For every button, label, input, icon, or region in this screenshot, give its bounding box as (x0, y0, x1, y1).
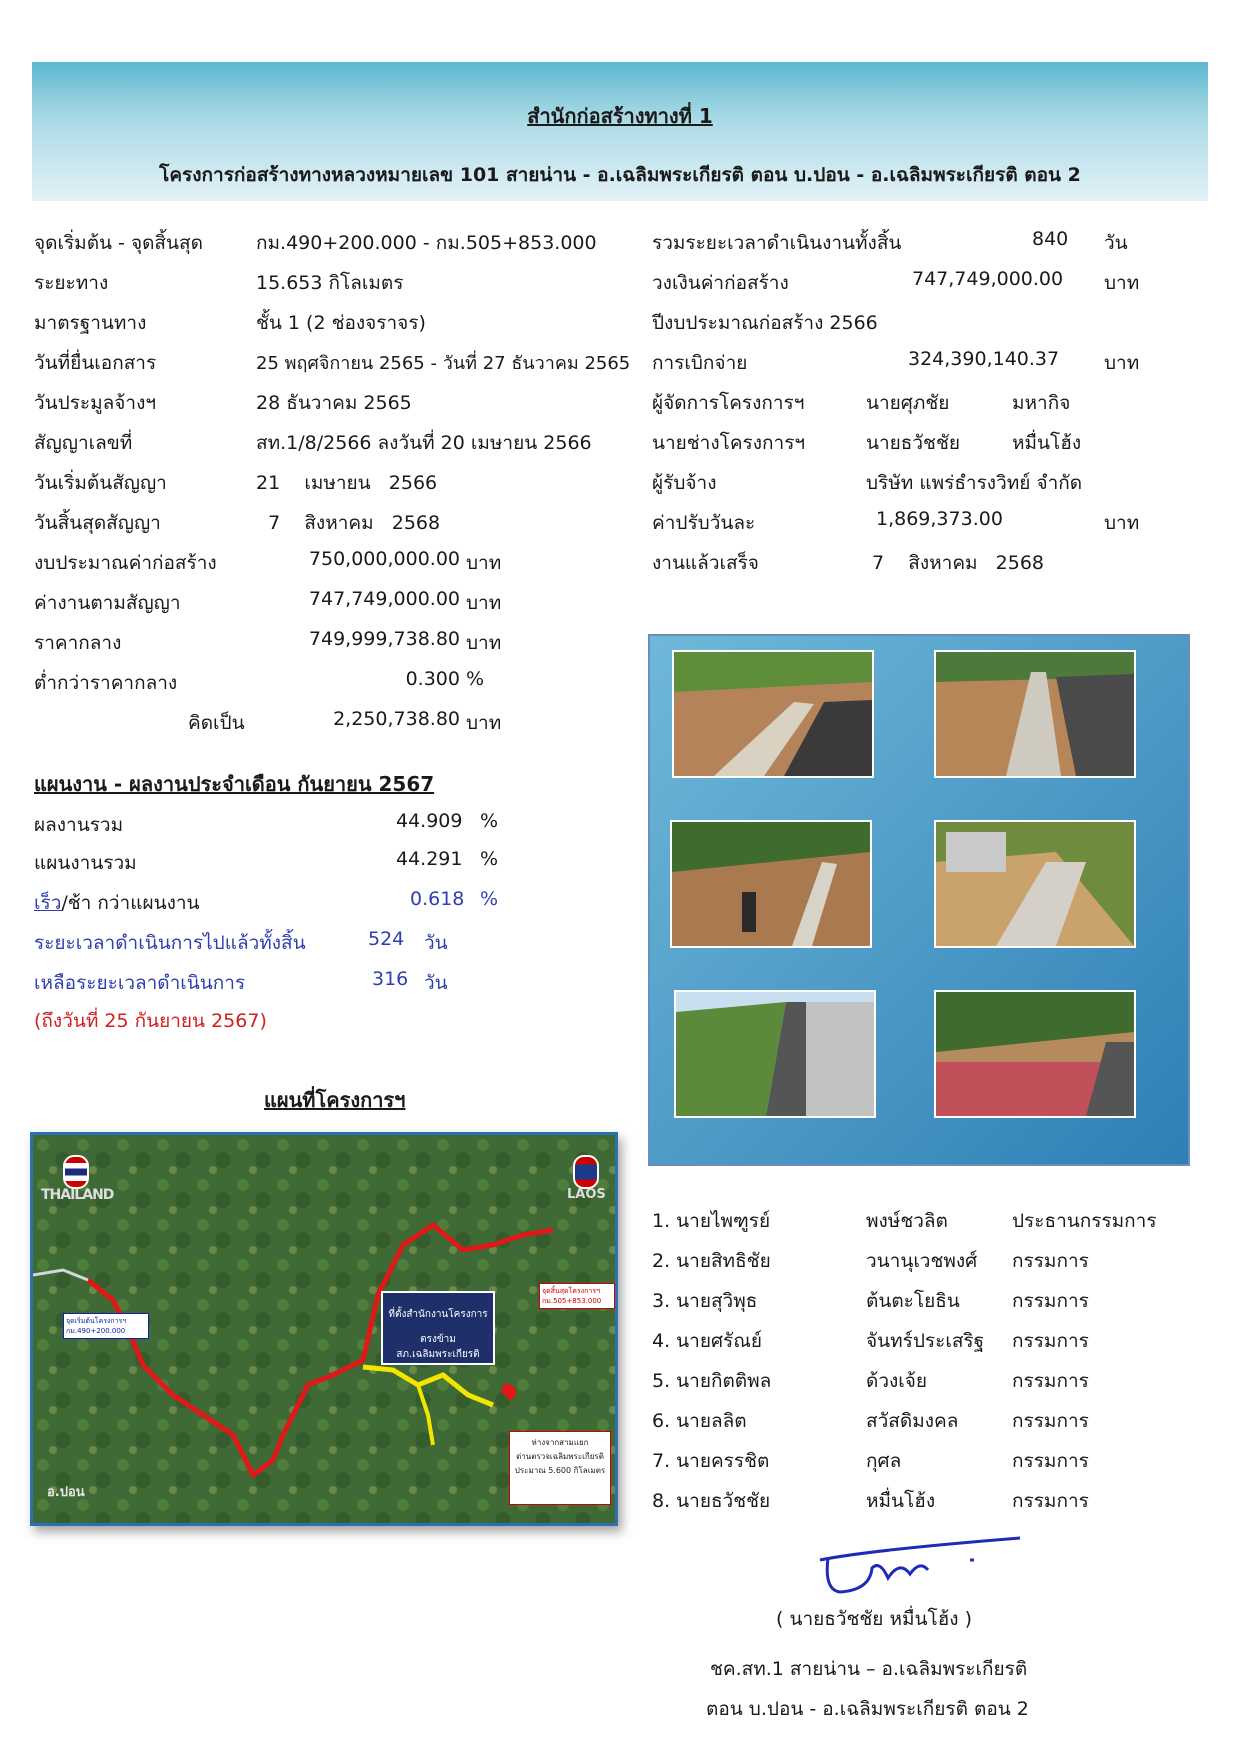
member-role: กรรมการ (1012, 1450, 1089, 1472)
member-surname: หมื่นโฮ้ง (866, 1490, 936, 1512)
info-unit: หมื่นโฮ้ง (1012, 432, 1082, 454)
signer-title-line2: ตอน บ.ปอน - อ.เฉลิมพระเกียรติ ตอน 2 (706, 1698, 1029, 1720)
money-unit: บาท (466, 592, 502, 614)
info-value: สท.1/8/2566 ลงวันที่ 20 เมษายน 2566 (256, 432, 592, 454)
info-value: 25 พฤศจิกายน 2565 - วันที่ 27 ธันวาคม 2565 (256, 353, 631, 374)
info-label: งานแล้วเสร็จ (652, 552, 759, 574)
member-role: กรรมการ (1012, 1250, 1089, 1272)
info-unit: วัน (1104, 232, 1128, 254)
info-label: ผู้จัดการโครงการฯ (652, 392, 805, 414)
construction-photo (934, 820, 1136, 948)
office-location-box (381, 1291, 495, 1365)
money-unit: % (466, 668, 485, 690)
start-point-box: จุดเริ่มต้นโครงการฯ กม.490+200.000 (63, 1313, 149, 1339)
member-name: 4. นายศรัณย์ (652, 1330, 762, 1352)
info-value: บริษัท แพร่ธำรงวิทย์ จำกัด (866, 472, 1083, 494)
money-value: 749,999,738.80 (308, 628, 460, 650)
note-line2: ด่านตรวจเฉลิมพระเกียรติ (516, 1452, 604, 1461)
actual-label: ผลงานรวม (34, 814, 124, 836)
member-name: 2. นายสิทธิชัย (652, 1250, 771, 1272)
remain-value: 316 (372, 968, 409, 990)
member-surname: พงษ์ชวลิต (866, 1210, 948, 1232)
info-value: 28 ธันวาคม 2565 (256, 392, 412, 414)
info-unit: บาท (1104, 352, 1140, 374)
info-value: นายศุภชัย (866, 392, 950, 414)
fast-label: เร็ว (34, 892, 62, 914)
info-value: 840 (1032, 228, 1069, 250)
member-surname: สวัสดิมงคล (866, 1410, 959, 1432)
project-map (30, 1132, 618, 1526)
progress-title: แผนงาน - ผลงานประจำเดือน กันยายน 2567 (34, 772, 435, 796)
diff-unit: % (480, 888, 499, 910)
project-title: โครงการก่อสร้างทางหลวงหมายเลข 101 สายน่าน - อ.เฉลิมพระเกียรติ ตอน บ.ปอน - อ.เฉลิมพระเกียรติ ตอน 2 (159, 164, 1081, 186)
money-label: งบประมาณค่าก่อสร้าง (34, 552, 217, 574)
info-label: ระยะทาง (34, 272, 109, 294)
info-label: จุดเริ่มต้น - จุดสิ้นสุด (34, 232, 203, 254)
construction-photo (934, 990, 1136, 1118)
money-label: ค่างานตามสัญญา (34, 592, 181, 614)
info-unit: มหากิจ (1012, 392, 1071, 414)
info-value: 15.653 กิโลเมตร (256, 272, 404, 294)
town-label: อ.ปอน (47, 1485, 85, 1500)
info-label: วันเริ่มต้นสัญญา (34, 472, 167, 494)
money-value: 0.300 (405, 668, 460, 690)
member-role: กรรมการ (1012, 1290, 1089, 1312)
signer-title-line1: ชค.สท.1 สายน่าน – อ.เฉลิมพระเกียรติ (710, 1658, 1028, 1680)
info-value: นายธวัชชัย (866, 432, 960, 454)
money-label: คิดเป็น (188, 712, 245, 734)
member-role: กรรมการ (1012, 1490, 1089, 1512)
note-line1: ห่างจากสามแยก (531, 1438, 589, 1447)
info-label: ปีงบประมาณก่อสร้าง 2566 (652, 312, 878, 334)
member-name: 8. นายธวัชชัย (652, 1490, 771, 1512)
diff-value: 0.618 (410, 888, 465, 910)
info-label: วงเงินค่าก่อสร้าง (652, 272, 789, 294)
elapsed-unit: วัน (424, 932, 448, 954)
laos-flag-icon (573, 1155, 599, 1189)
member-surname: จันทร์ประเสริฐ (866, 1330, 985, 1352)
member-surname: กุศล (866, 1450, 902, 1472)
money-unit: บาท (466, 552, 502, 574)
member-role: กรรมการ (1012, 1330, 1089, 1352)
info-value: 7 สิงหาคม 2568 (256, 512, 441, 534)
actual-unit: % (480, 810, 499, 832)
info-label: วันที่ยื่นเอกสาร (34, 352, 157, 374)
office-line2: ตรงข้าม สภ.เฉลิมพระเกียรติ (396, 1334, 480, 1360)
elapsed-value: 524 (368, 928, 405, 950)
member-role: กรรมการ (1012, 1370, 1089, 1392)
plan-label: แผนงานรวม (34, 852, 137, 874)
money-value: 750,000,000.00 (308, 548, 460, 570)
member-name: 1. นายไพฑูรย์ (652, 1210, 771, 1232)
info-label: ค่าปรับวันละ (652, 512, 756, 534)
construction-photo (934, 650, 1136, 778)
signer-name: ( นายธวัชชัย หมื่นโฮ้ง ) (776, 1608, 973, 1630)
money-label: ต่ำกว่าราคากลาง (34, 672, 178, 694)
money-unit: บาท (466, 712, 502, 734)
info-value: กม.490+200.000 - กม.505+853.000 (256, 232, 597, 254)
plan-unit: % (480, 848, 499, 870)
office-line1: ที่ตั้งสำนักงานโครงการ (388, 1309, 488, 1320)
end-point-box: จุดสิ้นสุดโครงการฯ กม.505+853.000 (539, 1283, 615, 1309)
money-value: 2,250,738.80 (333, 708, 460, 730)
info-unit: บาท (1104, 272, 1140, 294)
map-title: แผนที่โครงการฯ (264, 1088, 406, 1112)
construction-photo (674, 990, 876, 1118)
header-banner (32, 62, 1208, 201)
info-value: ชั้น 1 (2 ช่องจราจร) (256, 312, 426, 334)
thailand-flag-icon (63, 1155, 89, 1189)
info-label: นายช่างโครงการฯ (652, 432, 806, 454)
info-value: 1,869,373.00 (876, 508, 1003, 530)
distance-note-box (509, 1431, 611, 1505)
money-label: ราคากลาง (34, 632, 122, 654)
info-label: ผู้รับจ้าง (652, 472, 717, 494)
elapsed-label: ระยะเวลาดำเนินการไปแล้วทั้งสิ้น (34, 932, 306, 954)
laos-label: LAOS (567, 1187, 606, 1202)
money-value: 747,749,000.00 (308, 588, 460, 610)
member-name: 5. นายกิตติพล (652, 1370, 772, 1392)
diff-label (34, 888, 200, 918)
money-unit: บาท (466, 632, 502, 654)
member-name: 7. นายครรชิต (652, 1450, 770, 1472)
member-surname: วนานุเวชพงศ์ (866, 1250, 978, 1272)
member-name: 6. นายลลิต (652, 1410, 747, 1432)
plan-value: 44.291 (396, 848, 463, 870)
as-of-date: (ถึงวันที่ 25 กันยายน 2567) (34, 1010, 267, 1032)
construction-photo (672, 650, 874, 778)
construction-photo-collage (648, 634, 1190, 1166)
info-value: 324,390,140.37 (908, 348, 1060, 370)
actual-value: 44.909 (396, 810, 463, 832)
note-line3: ประมาณ 5.600 กิโลเมตร (514, 1466, 606, 1475)
member-role: กรรมการ (1012, 1410, 1089, 1432)
info-label: วันประมูลจ้างฯ (34, 392, 157, 414)
info-value: 7 สิงหาคม 2568 (872, 552, 1045, 574)
member-surname: ด้วงเจ้ย (866, 1370, 928, 1392)
info-label: วันสิ้นสุดสัญญา (34, 512, 161, 534)
member-name: 3. นายสุวิพุธ (652, 1290, 758, 1312)
info-label: รวมระยะเวลาดำเนินงานทั้งสิ้น (652, 232, 902, 254)
info-unit: บาท (1104, 512, 1140, 534)
org-title: สำนักก่อสร้างทางที่ 1 (527, 104, 713, 128)
info-value: 21 เมษายน 2566 (256, 472, 438, 494)
member-surname: ต้นตะโยธิน (866, 1290, 960, 1312)
remain-unit: วัน (424, 972, 448, 994)
slow-label: /ช้า กว่าแผนงาน (61, 892, 200, 914)
handwritten-signature (810, 1530, 1030, 1610)
member-role: ประธานกรรมการ (1012, 1210, 1157, 1232)
construction-photo (670, 820, 872, 948)
info-label: สัญญาเลขที่ (34, 432, 133, 454)
remain-label: เหลือระยะเวลาดำเนินการ (34, 972, 246, 994)
thailand-label: THAILAND (41, 1187, 114, 1203)
info-value: 747,749,000.00 (912, 268, 1064, 290)
info-label: มาตรฐานทาง (34, 312, 147, 334)
info-label: การเบิกจ่าย (652, 352, 748, 374)
